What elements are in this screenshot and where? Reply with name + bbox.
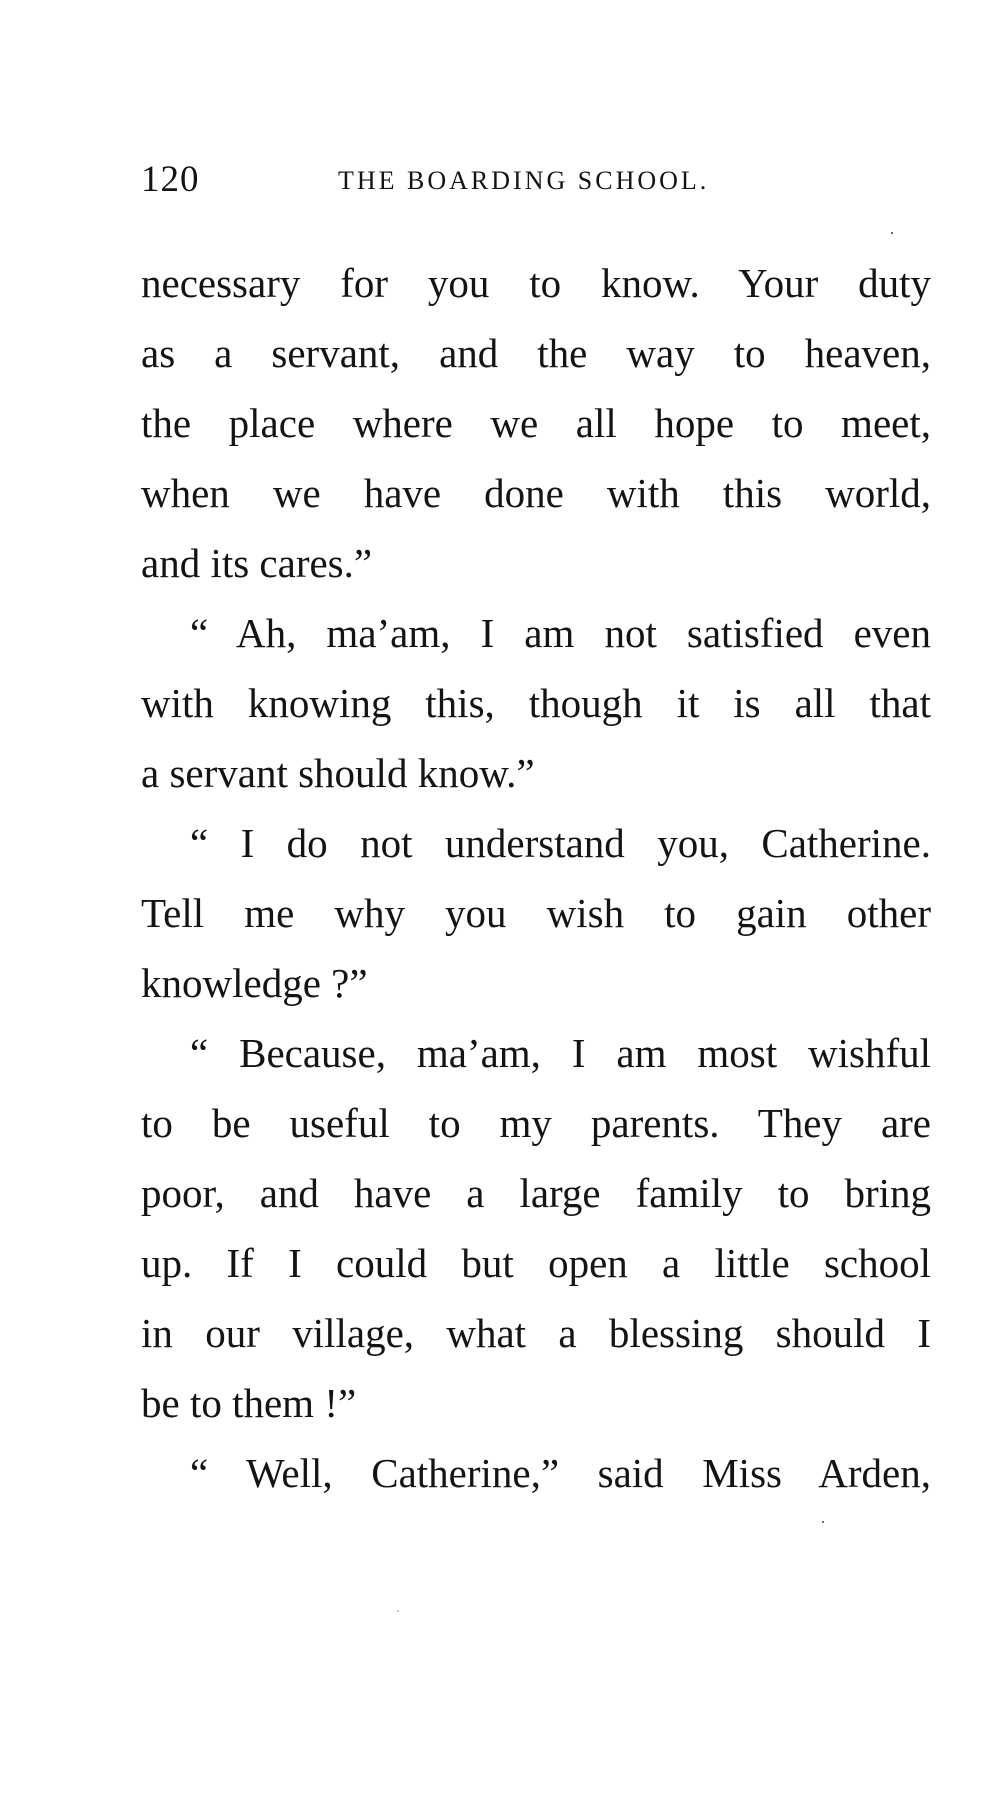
text-line: knowledge ?” <box>141 960 368 1006</box>
text-line: necessary for you to know. Your duty <box>141 260 931 306</box>
text-line: the place where we all hope to meet, <box>141 400 931 446</box>
text-line: and its cares.” <box>141 540 373 586</box>
text-line: to be useful to my parents. They are <box>141 1100 931 1146</box>
running-head: THE BOARDING SCHOOL. <box>338 166 710 195</box>
text-line: as a servant, and the way to heaven, <box>141 330 931 376</box>
text-line: in our village, what a blessing should I <box>141 1310 931 1356</box>
text-line: up. If I could but open a little school <box>141 1240 931 1286</box>
page-header <box>141 160 931 200</box>
text-line: a servant should know.” <box>141 750 535 796</box>
print-speck <box>822 1521 824 1523</box>
text-line: poor, and have a large family to bring <box>141 1170 931 1216</box>
body-text <box>141 248 931 1508</box>
text-line: “ Well, Catherine,” said Miss Arden, <box>190 1450 931 1496</box>
text-line: “ I do not understand you, Catherine. <box>190 820 931 866</box>
text-line: “ Ah, ma’am, I am not satisfied even <box>190 610 931 656</box>
print-speck <box>397 1610 399 1612</box>
text-line: Tell me why you wish to gain other <box>141 890 931 936</box>
text-line: be to them !” <box>141 1380 357 1426</box>
text-line: with knowing this, though it is all that <box>141 680 931 726</box>
text-line: when we have done with this world, <box>141 470 931 516</box>
text-line: “ Because, ma’am, I am most wishful <box>190 1030 931 1076</box>
page-number: 120 <box>141 159 200 200</box>
print-speck <box>891 232 893 234</box>
